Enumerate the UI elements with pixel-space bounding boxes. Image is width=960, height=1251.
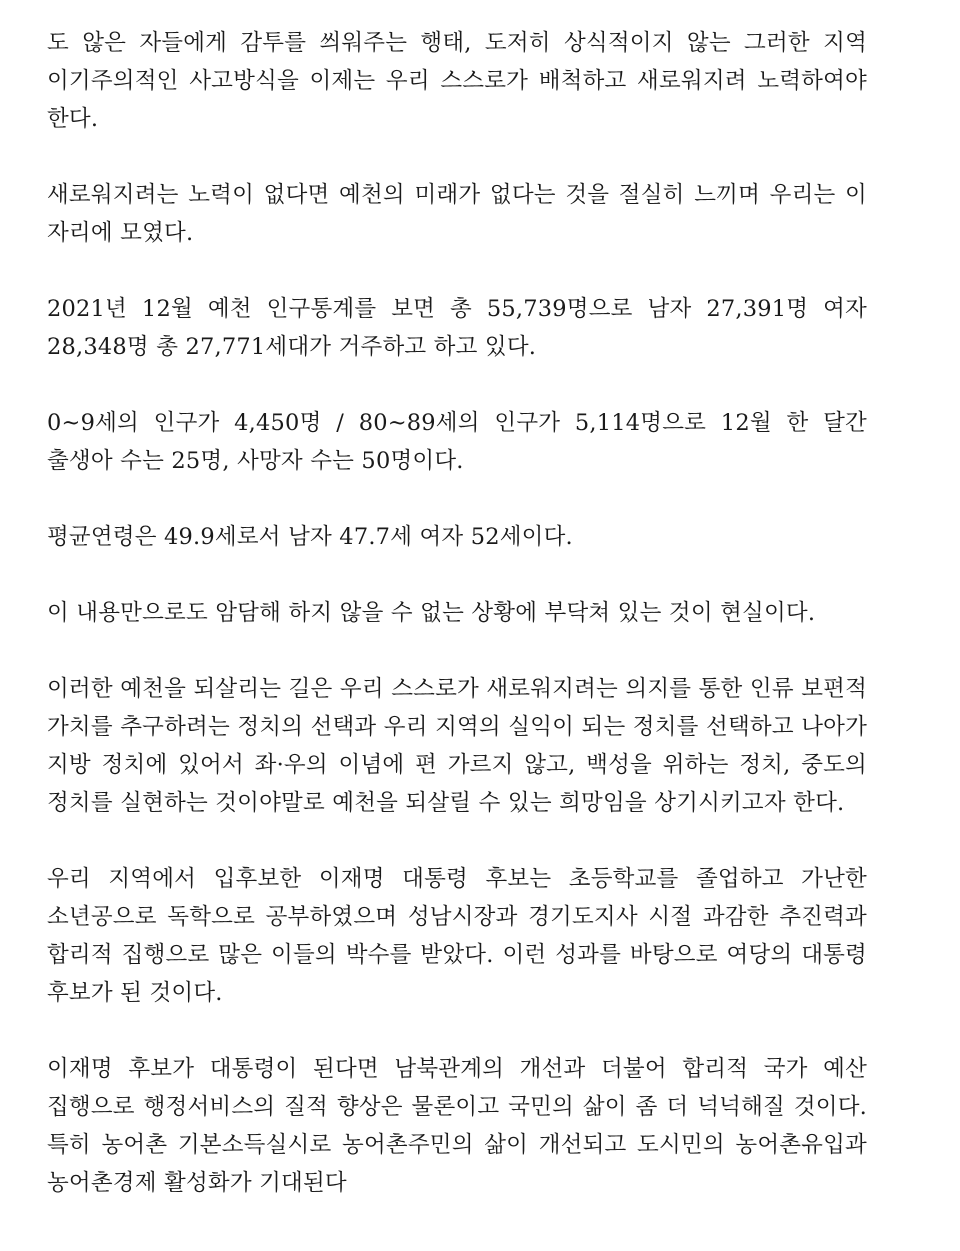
paragraph-8: 우리 지역에서 입후보한 이재명 대통령 후보는 초등학교를 졸업하고 가난한 소년공으로 독학으로 공부하였으며 성남시장과 경기도지사 시절 과감한 추진력과 합리적 집행으로 많은 이들의 박수를 받았다. 이런 성과를 바탕으로 여당의 대통령 후보가 된 것이다. [47, 866, 867, 1006]
paragraph-7: 이러한 예천을 되살리는 길은 우리 스스로가 새로워지려는 의지를 통한 인류 보편적 가치를 추구하려는 정치의 선택과 우리 지역의 실익이 되는 정치를 선택하고 나아가 지방 정치에 있어서 좌·우의 이념에 편 가르지 않고, 백성을 위하는 정치, 중도의 정치를 실현하는 것이야말로 예천을 되살릴 수 있는 희망임을 상기시키고자 한다. [47, 676, 867, 816]
paragraph-1: 도 않은 자들에게 감투를 씌워주는 행태, 도저히 상식적이지 않는 그러한 지역 이기주의적인 사고방식을 이제는 우리 스스로가 배척하고 새로워지려 노력하여야 한다. [47, 30, 867, 132]
paragraph-5: 평균연령은 49.9세로서 남자 47.7세 여자 52세이다. [47, 524, 573, 550]
paragraph-9: 이재명 후보가 대통령이 된다면 남북관계의 개선과 더불어 합리적 국가 예산 집행으로 행정서비스의 질적 향상은 물론이고 국민의 삶이 좀 더 넉넉해질 것이다. 특히 농어촌 기본소득실시로 농어촌주민의 삶이 개선되고 도시민의 농어촌유입과 농어촌경제 활성화가 기대된다 [47, 1056, 867, 1196]
paragraph-3: 2021년 12월 예천 인구통계를 보면 총 55,739명으로 남자 27,391명 여자 28,348명 총 27,771세대가 거주하고 하고 있다. [47, 296, 867, 360]
paragraph-6: 이 내용만으로도 암담해 하지 않을 수 없는 상황에 부닥쳐 있는 것이 현실이다. [47, 600, 816, 626]
document-body [47, 24, 867, 1202]
paragraph-4: 0~9세의 인구가 4,450명 / 80~89세의 인구가 5,114명으로 12월 한 달간 출생아 수는 25명, 사망자 수는 50명이다. [47, 410, 867, 474]
paragraph-2: 새로워지려는 노력이 없다면 예천의 미래가 없다는 것을 절실히 느끼며 우리는 이 자리에 모였다. [47, 182, 867, 246]
